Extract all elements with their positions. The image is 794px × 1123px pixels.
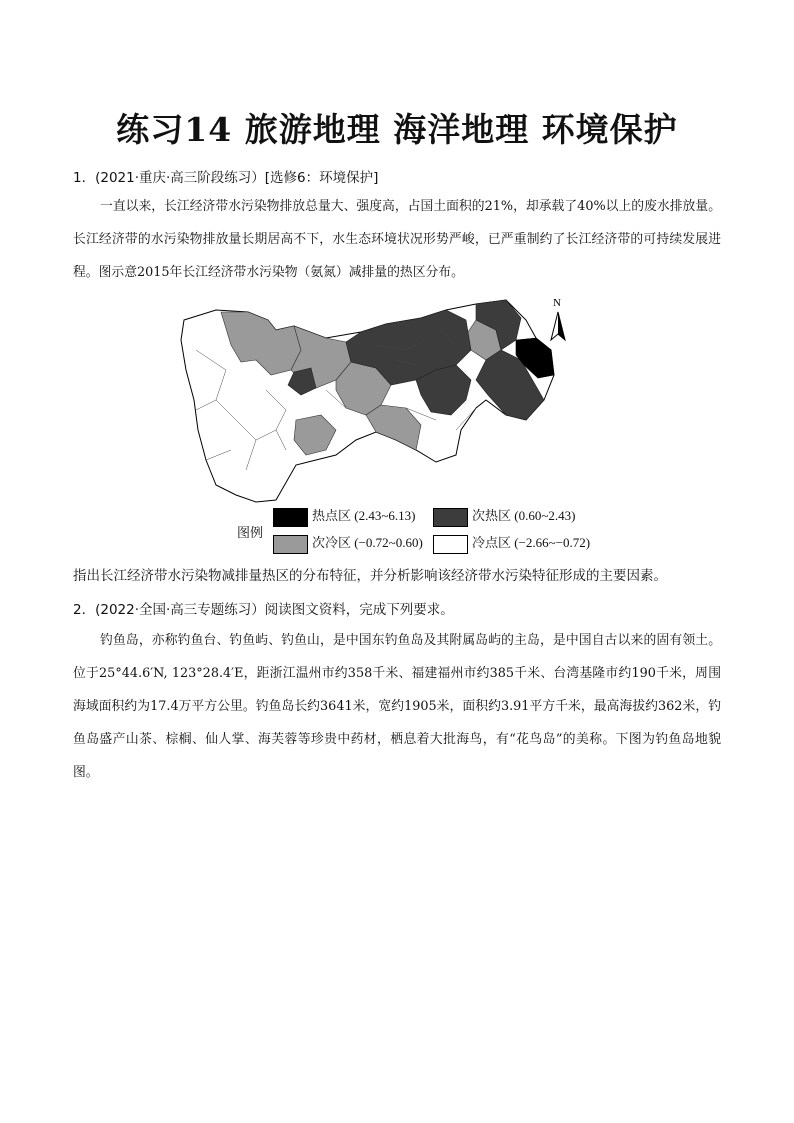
question-1-paragraph: 一直以来，长江经济带水污染物排放总量大、强度高，占国土面积的21%，却承载了40%以上的废水排放量。长江经济带的水污染物排放量长期居高不下，水生态环境状况形势严峻，已严重制约了长江经济带的可持续发展进程。图示意2015年长江经济带水污染物（氨氮）减排量的热区分布。 xyxy=(73,199,721,280)
legend-title: 图例 xyxy=(237,526,264,541)
north-arrow xyxy=(551,297,565,340)
legend-swatch-subcold xyxy=(273,535,308,554)
legend-item-subcold xyxy=(273,534,423,554)
question-1-prompt: 指出长江经济带水污染物减排量热区的分布特征，并分析影响该经济带水污染特征形成的主要因素。 xyxy=(73,568,667,584)
yangtze-economic-belt-heat-map xyxy=(176,290,576,510)
legend-label-hot: 热点区 (2.43~6.13) xyxy=(312,508,416,523)
question-1-header: 1．(2021·重庆·高三阶段练习）[选修6：环境保护] xyxy=(73,170,379,186)
legend-label-subhot: 次热区 (0.60~2.43) xyxy=(472,508,576,523)
question-2-paragraph: 钓鱼岛，亦称钓鱼台、钓鱼屿、钓鱼山，是中国东钓鱼岛及其附属岛屿的主岛，是中国自古以来的固有领土。位于25°44.6′N, 123°28.4′E，距浙江温州市约358千米、福建福州市约385千米、台湾基隆市约190千米，周围海域面积约为17.4万平方公里。钓鱼岛长约3641米，宽约1905米，面积约3.91平方千米，最高海拔约362米，钓鱼岛盛产山茶、棕榈、仙人掌、海芙蓉等珍贵中药材，栖息着大批海鸟，有“花鸟岛”的美称。下图为钓鱼岛地貌图。 xyxy=(73,633,721,780)
legend-item-hot xyxy=(273,507,415,527)
legend-swatch-subhot xyxy=(433,508,468,527)
legend-swatch-hot xyxy=(273,508,308,527)
legend-swatch-cold xyxy=(433,535,468,554)
page-title: 练习14 旅游地理 海洋地理 环境保护 xyxy=(116,110,678,149)
legend-label-cold: 冷点区 (−2.66~−0.72) xyxy=(472,535,591,550)
north-label: N xyxy=(553,297,561,309)
legend-label-subcold: 次冷区 (−0.72~0.60) xyxy=(312,535,423,550)
legend-item-subhot xyxy=(433,507,575,527)
question-2-header: 2．(2022·全国·高三专题练习）阅读图文资料，完成下列要求。 xyxy=(73,602,454,618)
legend-item-cold xyxy=(433,534,590,554)
